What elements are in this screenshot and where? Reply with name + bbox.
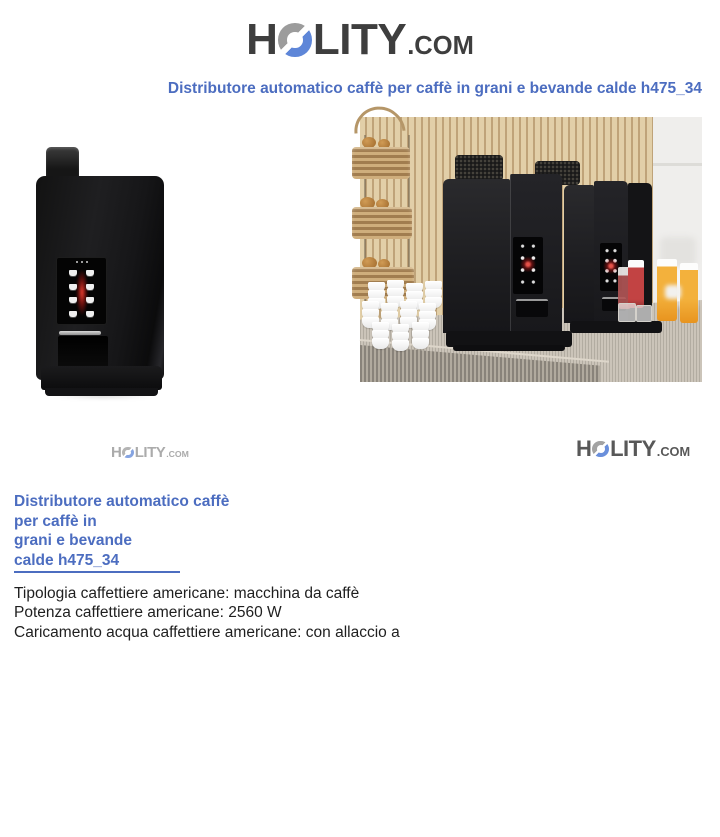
machine-display-panel bbox=[513, 237, 543, 294]
logo-text-lity: LITY bbox=[312, 15, 407, 64]
machine-base bbox=[41, 366, 162, 390]
product-title-line: Distributore automatico caffè bbox=[14, 493, 230, 510]
holity-o-swirl-icon bbox=[122, 447, 133, 458]
spec-line-caricamento: Caricamento acqua caffettiere americane: con allaccio a bbox=[14, 623, 400, 641]
panel-status-dots bbox=[57, 261, 106, 263]
product-image-lifestyle[interactable] bbox=[360, 117, 702, 382]
cup-icon bbox=[69, 311, 77, 317]
product-title-line: calde h475_34 bbox=[14, 551, 120, 569]
orange-juice-glass bbox=[680, 263, 698, 323]
spec-line-tipologia: Tipologia caffettiere americane: macchina da caffè bbox=[14, 585, 360, 602]
logo-text-h: H bbox=[576, 436, 592, 461]
cup-stack bbox=[392, 324, 409, 351]
cup-icon bbox=[86, 270, 94, 276]
product-title-link[interactable] bbox=[14, 492, 274, 573]
cup-icon bbox=[69, 297, 77, 303]
dispenser-slot bbox=[516, 299, 548, 317]
red-juice-glass bbox=[628, 260, 644, 308]
cup-icon bbox=[86, 311, 94, 317]
cup-icon bbox=[69, 284, 77, 290]
product-title-line: grani e bevande bbox=[14, 532, 133, 549]
room-shelf-line bbox=[653, 163, 702, 166]
wicker-basket bbox=[352, 207, 412, 239]
spec-line-potenza: Potenza caffettiere americane: 2560 W bbox=[14, 604, 282, 622]
machine-edge-seam bbox=[510, 175, 511, 331]
cup-stack bbox=[372, 322, 389, 349]
dispenser-bar bbox=[59, 331, 101, 335]
bean-hopper bbox=[455, 155, 503, 181]
holity-logo[interactable] bbox=[0, 15, 720, 65]
product-title-line: per caffè in bbox=[14, 512, 97, 530]
logo-text-com: .COM bbox=[656, 444, 691, 459]
product-link-underline bbox=[14, 571, 180, 573]
machine-base bbox=[570, 321, 662, 333]
machine-display-panel bbox=[56, 257, 107, 325]
logo-text-h: H bbox=[111, 444, 122, 461]
page-title: Distributore automatico caffè per caffè in grani e bevande calde h475_34 bbox=[167, 80, 702, 97]
product-image-main[interactable] bbox=[0, 130, 230, 410]
logo-text-lity: LITY bbox=[134, 444, 166, 461]
machine-base-lip bbox=[453, 345, 565, 351]
logo-text-lity: LITY bbox=[610, 436, 656, 461]
holity-o-swirl-icon bbox=[278, 23, 311, 56]
cup-stack bbox=[412, 322, 429, 349]
machine-side bbox=[564, 185, 594, 323]
holity-o-swirl-icon bbox=[592, 441, 609, 458]
empty-glass bbox=[636, 305, 652, 322]
logo-text-h: H bbox=[246, 15, 278, 64]
logo-text-com: .COM bbox=[407, 32, 474, 60]
cup-icon bbox=[86, 284, 94, 290]
blurred-bowl bbox=[665, 285, 681, 299]
logo-text-com: .COM bbox=[166, 449, 189, 459]
machine-base-lip bbox=[45, 388, 158, 396]
drink-selection-grid bbox=[64, 268, 99, 319]
holity-watermark-left bbox=[111, 444, 189, 461]
cup-icon bbox=[69, 270, 77, 276]
cup-icon bbox=[86, 297, 94, 303]
wicker-basket bbox=[352, 147, 410, 179]
machine-side bbox=[443, 179, 510, 333]
product-specs bbox=[14, 584, 400, 642]
empty-glass bbox=[618, 303, 636, 322]
holity-watermark-right bbox=[576, 436, 690, 462]
